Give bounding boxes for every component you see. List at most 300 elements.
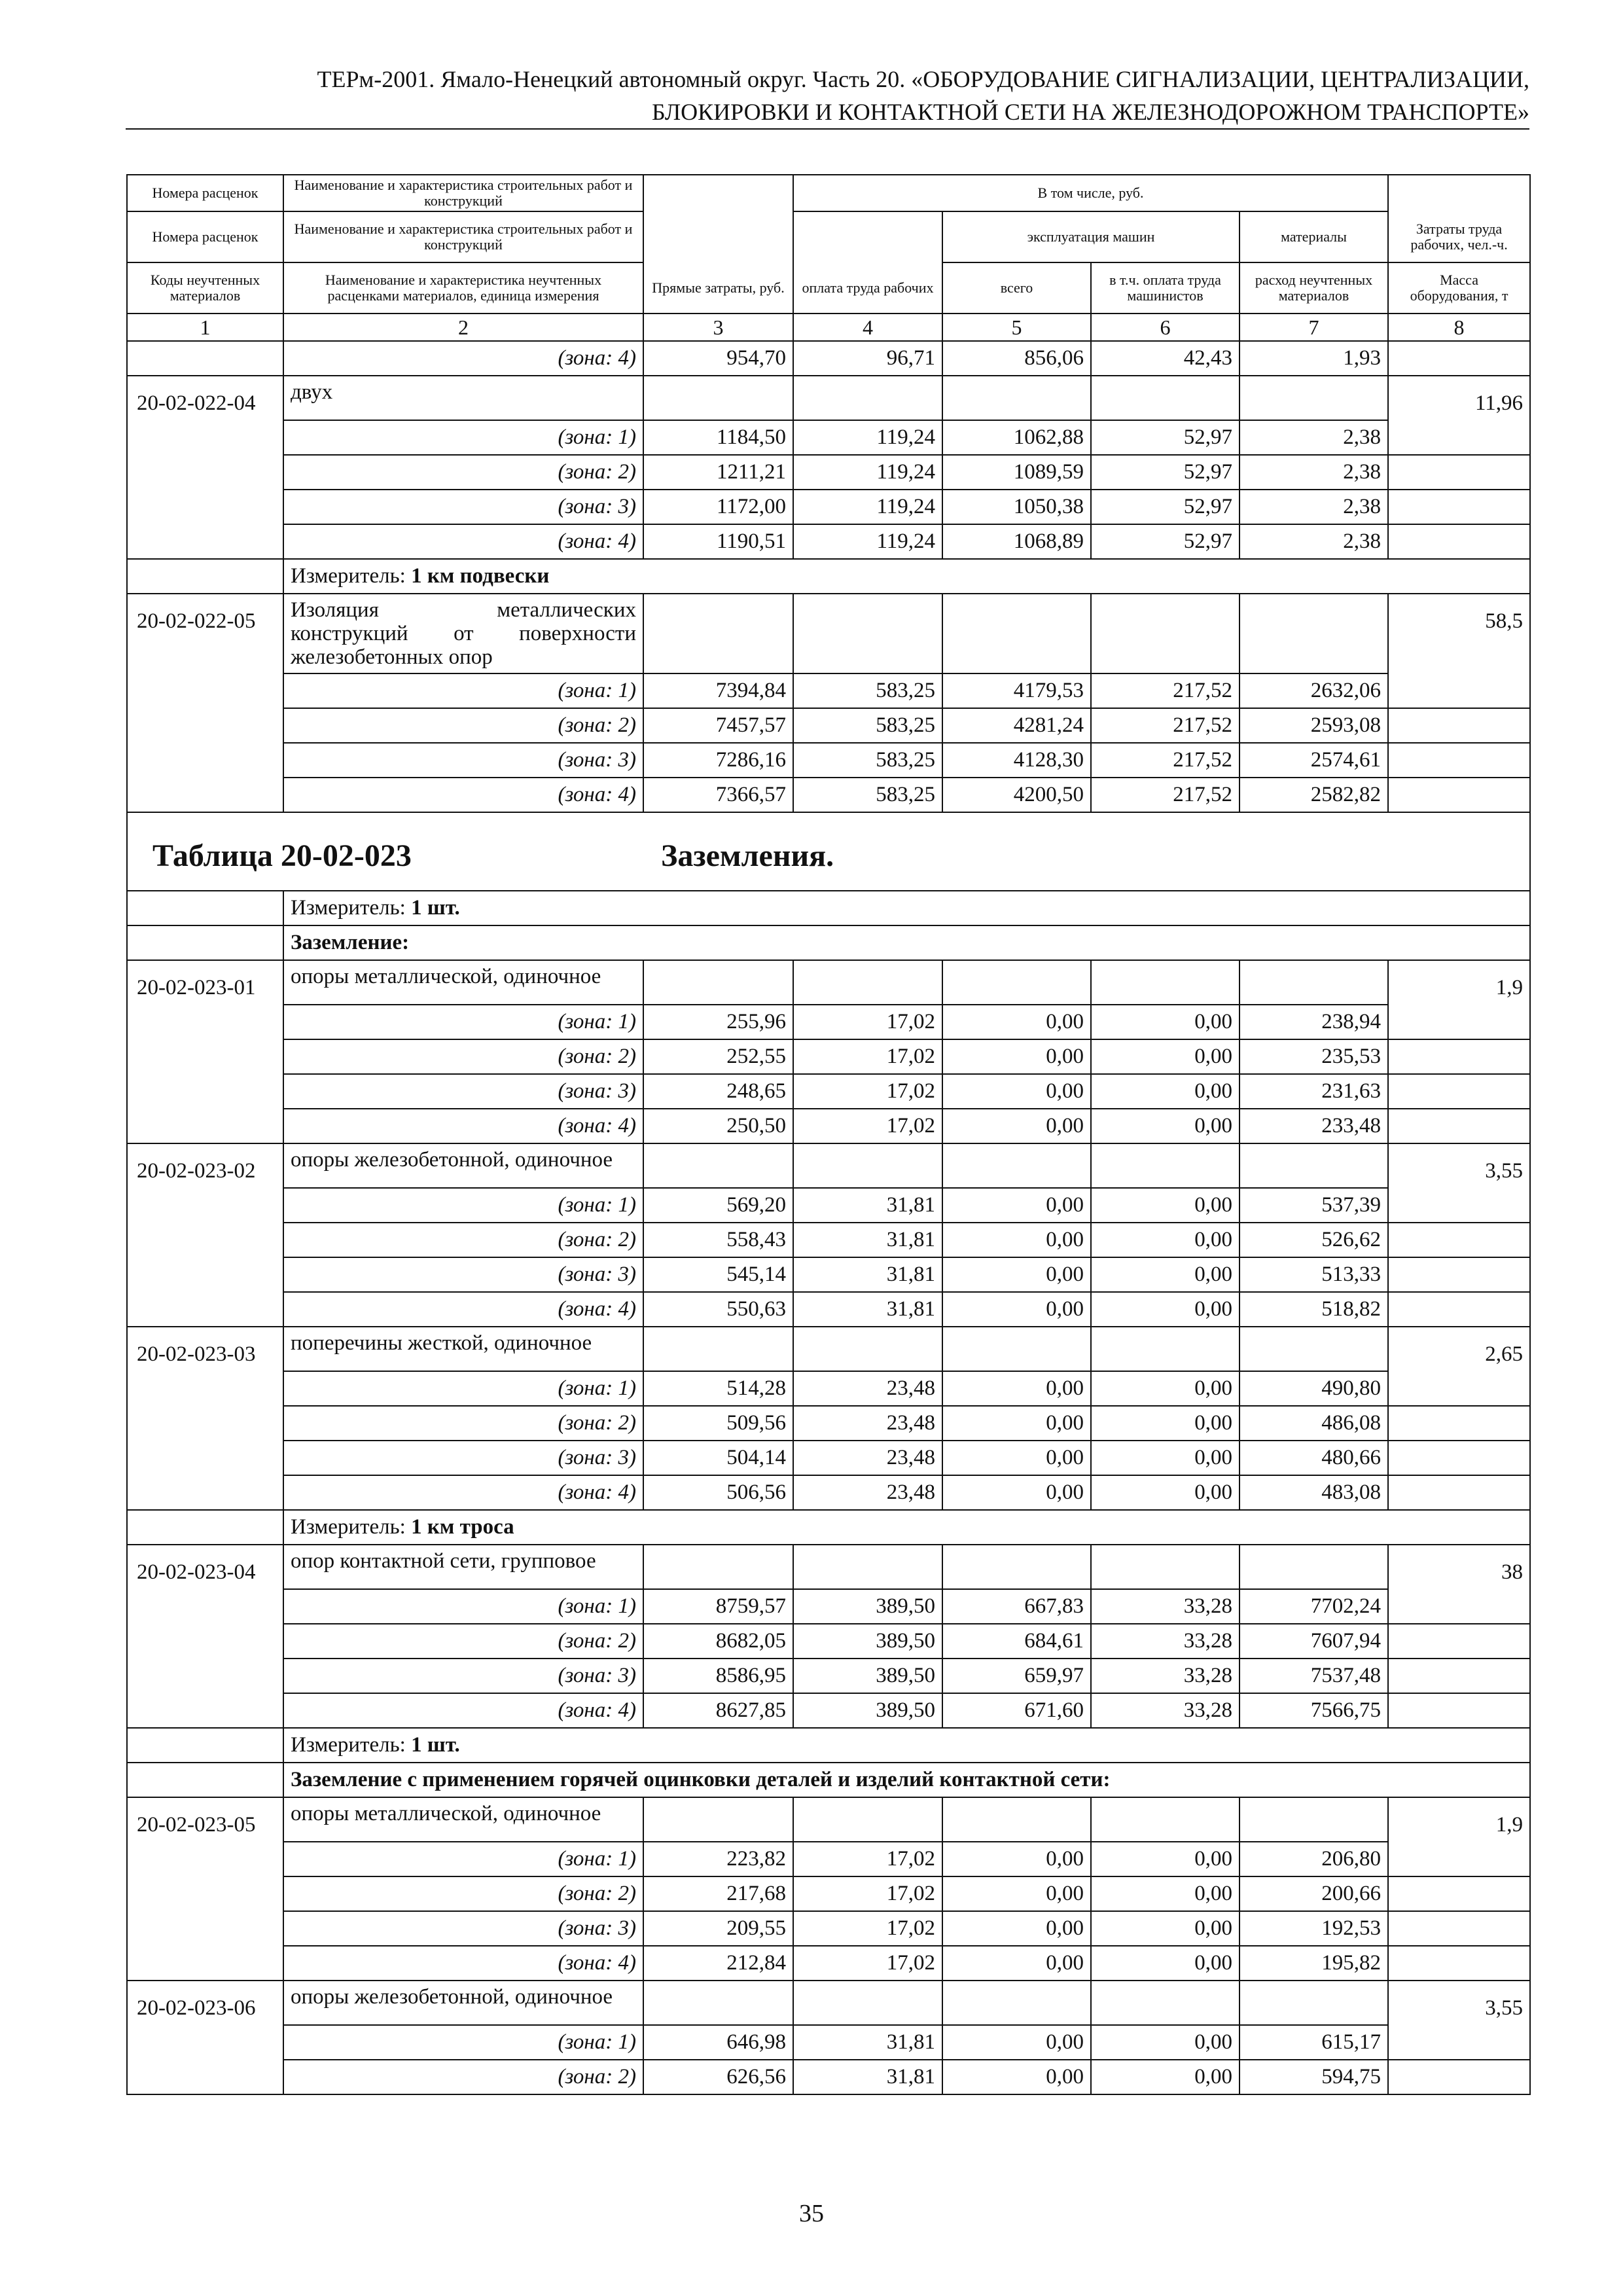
measure-row — [127, 891, 1530, 925]
carryover-row — [127, 341, 1530, 376]
zone-label: (зона: 4) — [283, 1475, 643, 1510]
value-cell — [643, 376, 793, 420]
code-cell — [127, 1371, 283, 1406]
zone-row — [127, 2060, 1530, 2094]
value-cell: 119,24 — [793, 524, 942, 559]
value-cell: 7566,75 — [1240, 1693, 1388, 1728]
table-title-row — [127, 812, 1530, 891]
value-cell: 119,24 — [793, 490, 942, 524]
code-cell — [127, 1589, 283, 1624]
rate-code: 20-02-023-04 — [127, 1545, 283, 1589]
value-cell — [942, 594, 1091, 673]
value-cell: 31,81 — [793, 2060, 942, 2094]
code-cell — [127, 559, 283, 594]
zone-row — [127, 1876, 1530, 1911]
value-cell: 514,28 — [643, 1371, 793, 1406]
value-cell: 17,02 — [793, 1842, 942, 1876]
zone-label: (зона: 3) — [283, 1911, 643, 1946]
value-cell: 17,02 — [793, 1876, 942, 1911]
value-cell: 671,60 — [942, 1693, 1091, 1728]
mass-cell — [1388, 1946, 1530, 1981]
value-cell: 0,00 — [1091, 1406, 1240, 1441]
section-row — [127, 925, 1530, 960]
value-cell — [942, 1143, 1091, 1188]
zone-label: (зона: 3) — [283, 1659, 643, 1693]
zone-row — [127, 1188, 1530, 1223]
value-cell: 0,00 — [942, 1406, 1091, 1441]
value-cell — [1240, 1327, 1388, 1371]
value-cell: 119,24 — [793, 455, 942, 490]
value-cell: 2574,61 — [1240, 743, 1388, 778]
zone-label: (зона: 4) — [283, 524, 643, 559]
value-cell: 31,81 — [793, 1292, 942, 1327]
value-cell: 7607,94 — [1240, 1624, 1388, 1659]
zone-label: (зона: 4) — [283, 1109, 643, 1143]
hdr-including: В том числе, руб. — [793, 175, 1388, 211]
zone-label: (зона: 2) — [283, 708, 643, 743]
hdr-mass: Масса оборудования, т — [1388, 262, 1530, 314]
measure-value: 1 шт. — [411, 1733, 460, 1757]
column-numbers-row — [127, 314, 1530, 341]
item-name: опоры железобетонной, одиночное — [283, 1981, 643, 2025]
zone-row — [127, 420, 1530, 455]
item-row — [127, 1545, 1530, 1589]
value-cell: 52,97 — [1091, 524, 1240, 559]
mass-cell — [1388, 1005, 1530, 1039]
code-cell — [127, 925, 283, 960]
value-cell — [1091, 594, 1240, 673]
hdr-labor-blank — [1388, 175, 1530, 211]
value-cell: 0,00 — [942, 1946, 1091, 1981]
table-name: Заземления. — [661, 838, 834, 873]
zone-row — [127, 778, 1530, 812]
value-cell — [793, 960, 942, 1005]
mass-cell — [1388, 673, 1530, 708]
value-cell: 389,50 — [793, 1624, 942, 1659]
measure-value: 1 км троса — [411, 1515, 514, 1539]
value-cell: 217,52 — [1091, 743, 1240, 778]
value-cell: 200,66 — [1240, 1876, 1388, 1911]
value-cell: 0,00 — [942, 1223, 1091, 1257]
col-number: 3 — [643, 314, 793, 341]
item-name: опоры металлической, одиночное — [283, 1797, 643, 1842]
item-row — [127, 1327, 1530, 1371]
zone-label: (зона: 3) — [283, 1074, 643, 1109]
value-cell: 1068,89 — [942, 524, 1091, 559]
value-cell: 42,43 — [1091, 341, 1240, 376]
value-cell — [643, 1797, 793, 1842]
mass-cell — [1388, 2060, 1530, 2094]
code-cell — [127, 1257, 283, 1292]
col-number: 8 — [1388, 314, 1530, 341]
value-cell: 7702,24 — [1240, 1589, 1388, 1624]
value-cell — [942, 1797, 1091, 1842]
value-cell: 0,00 — [942, 1109, 1091, 1143]
mass-cell — [1388, 524, 1530, 559]
item-mass: 38 — [1388, 1545, 1530, 1589]
value-cell: 667,83 — [942, 1589, 1091, 1624]
zone-row — [127, 708, 1530, 743]
hdr-total: всего — [942, 262, 1091, 314]
value-cell: 0,00 — [1091, 2025, 1240, 2060]
zone-label: (зона: 3) — [283, 1441, 643, 1475]
value-cell — [1240, 594, 1388, 673]
measure-row-text — [283, 891, 1530, 925]
code-cell — [127, 524, 283, 559]
section-title: Заземление: — [291, 931, 410, 954]
hdr-wages-blank — [793, 211, 942, 262]
table-title — [134, 813, 1523, 890]
code-cell — [127, 420, 283, 455]
value-cell — [793, 1545, 942, 1589]
mass-cell — [1388, 420, 1530, 455]
code-cell — [127, 1510, 283, 1545]
zone-row — [127, 1946, 1530, 1981]
rate-code: 20-02-022-05 — [127, 594, 283, 673]
hdr-rate-numbers-2: Номера расценок — [127, 211, 283, 262]
value-cell: 17,02 — [793, 1946, 942, 1981]
value-cell: 0,00 — [942, 1074, 1091, 1109]
hdr-wages: оплата труда рабочих — [793, 262, 942, 314]
zone-row — [127, 1659, 1530, 1693]
hdr-direct: Прямые затраты, руб. — [643, 262, 793, 314]
rates-table — [126, 174, 1531, 2095]
zone-row — [127, 490, 1530, 524]
zone-row — [127, 1039, 1530, 1074]
value-cell: 33,28 — [1091, 1624, 1240, 1659]
zone-label: (зона: 1) — [283, 1842, 643, 1876]
zone-label: (зона: 4) — [283, 778, 643, 812]
value-cell: 0,00 — [1091, 1223, 1240, 1257]
hdr-blank — [643, 175, 793, 211]
value-cell: 0,00 — [942, 1911, 1091, 1946]
value-cell: 217,52 — [1091, 673, 1240, 708]
value-cell: 0,00 — [942, 1842, 1091, 1876]
value-cell: 583,25 — [793, 778, 942, 812]
code-cell — [127, 1441, 283, 1475]
item-row — [127, 1981, 1530, 2025]
col-number: 2 — [283, 314, 643, 341]
code-cell — [127, 891, 283, 925]
code-cell — [127, 1728, 283, 1763]
code-cell — [127, 341, 283, 376]
hdr-mat-name: Наименование и характеристика неучтенных расценками материалов, единица измерения — [283, 262, 643, 314]
zone-row — [127, 1693, 1530, 1728]
value-cell: 0,00 — [942, 1005, 1091, 1039]
measure-row-text — [283, 1510, 1530, 1545]
value-cell: 248,65 — [643, 1074, 793, 1109]
value-cell: 0,00 — [942, 1039, 1091, 1074]
measure-value: 1 шт. — [411, 896, 460, 920]
zone-row — [127, 1911, 1530, 1946]
item-name: опор контактной сети, групповое — [283, 1545, 643, 1589]
zone-row — [127, 743, 1530, 778]
value-cell: 17,02 — [793, 1074, 942, 1109]
value-cell: 0,00 — [1091, 1911, 1240, 1946]
value-cell: 583,25 — [793, 708, 942, 743]
value-cell: 212,84 — [643, 1946, 793, 1981]
mass-cell — [1388, 1876, 1530, 1911]
zone-row — [127, 1005, 1530, 1039]
value-cell — [793, 1797, 942, 1842]
value-cell: 52,97 — [1091, 455, 1240, 490]
rate-code: 20-02-022-04 — [127, 376, 283, 420]
value-cell — [1091, 960, 1240, 1005]
zone-label: (зона: 2) — [283, 1039, 643, 1074]
mass-cell — [1388, 1292, 1530, 1327]
mass-cell — [1388, 455, 1530, 490]
value-cell: 2593,08 — [1240, 708, 1388, 743]
value-cell: 389,50 — [793, 1659, 942, 1693]
value-cell: 0,00 — [942, 1188, 1091, 1223]
col-number: 5 — [942, 314, 1091, 341]
value-cell — [793, 1981, 942, 2025]
zone-label: (зона: 4) — [283, 1292, 643, 1327]
value-cell — [793, 1143, 942, 1188]
section-title: Заземление с применением горячей оцинковки деталей и изделий контактной сети: — [291, 1768, 1111, 1791]
item-name: опоры металлической, одиночное — [283, 960, 643, 1005]
mass-cell — [1388, 1406, 1530, 1441]
value-cell: 1184,50 — [643, 420, 793, 455]
value-cell: 17,02 — [793, 1039, 942, 1074]
value-cell: 0,00 — [1091, 1188, 1240, 1223]
zone-label: (зона: 4) — [283, 1946, 643, 1981]
zone-label: (зона: 1) — [283, 420, 643, 455]
value-cell: 4200,50 — [942, 778, 1091, 812]
value-cell — [1091, 376, 1240, 420]
value-cell: 0,00 — [1091, 1257, 1240, 1292]
value-cell — [643, 960, 793, 1005]
value-cell: 0,00 — [942, 1257, 1091, 1292]
code-cell — [127, 455, 283, 490]
value-cell: 17,02 — [793, 1911, 942, 1946]
mass-cell — [1388, 1693, 1530, 1728]
rate-code: 20-02-023-05 — [127, 1797, 283, 1842]
value-cell: 217,52 — [1091, 708, 1240, 743]
value-cell: 1,93 — [1240, 341, 1388, 376]
hdr-rate-numbers: Номера расценок — [127, 175, 283, 211]
zone-row — [127, 1292, 1530, 1327]
col-number: 1 — [127, 314, 283, 341]
col-number: 4 — [793, 314, 942, 341]
code-cell — [127, 743, 283, 778]
page-header — [155, 63, 1529, 128]
mass-cell — [1388, 341, 1530, 376]
value-cell: 1211,21 — [643, 455, 793, 490]
value-cell: 8586,95 — [643, 1659, 793, 1693]
header-line-1: ТЕРм-2001. Ямало-Ненецкий автономный округ. Часть 20. «ОБОРУДОВАНИЕ СИГНАЛИЗАЦИИ, ЦЕНТРАЛИЗАЦИИ, — [317, 66, 1529, 92]
code-cell — [127, 1292, 283, 1327]
value-cell: 480,66 — [1240, 1441, 1388, 1475]
value-cell: 233,48 — [1240, 1109, 1388, 1143]
value-cell: 509,56 — [643, 1406, 793, 1441]
zone-row — [127, 1441, 1530, 1475]
value-cell: 0,00 — [942, 1876, 1091, 1911]
value-cell: 33,28 — [1091, 1659, 1240, 1693]
zone-label: (зона: 2) — [283, 1223, 643, 1257]
zone-row — [127, 673, 1530, 708]
zone-label: (зона: 2) — [283, 2060, 643, 2094]
code-cell — [127, 1911, 283, 1946]
hdr-labor: Затраты труда рабочих, чел.-ч. — [1388, 211, 1530, 262]
value-cell — [793, 594, 942, 673]
value-cell: 223,82 — [643, 1842, 793, 1876]
value-cell — [942, 960, 1091, 1005]
measure-row-text — [283, 1728, 1530, 1763]
value-cell: 2582,82 — [1240, 778, 1388, 812]
value-cell: 615,17 — [1240, 2025, 1388, 2060]
value-cell — [643, 1143, 793, 1188]
value-cell — [1240, 1797, 1388, 1842]
zone-label: (зона: 1) — [283, 673, 643, 708]
value-cell: 0,00 — [1091, 1109, 1240, 1143]
mass-cell — [1388, 1589, 1530, 1624]
rate-code: 20-02-023-01 — [127, 960, 283, 1005]
zone-label: (зона: 1) — [283, 1005, 643, 1039]
mass-cell — [1388, 778, 1530, 812]
value-cell: 231,63 — [1240, 1074, 1388, 1109]
value-cell: 252,55 — [643, 1039, 793, 1074]
value-cell: 954,70 — [643, 341, 793, 376]
mass-cell — [1388, 743, 1530, 778]
value-cell: 8627,85 — [643, 1693, 793, 1728]
mass-cell — [1388, 1109, 1530, 1143]
value-cell: 255,96 — [643, 1005, 793, 1039]
value-cell: 7457,57 — [643, 708, 793, 743]
hdr-work-name-2: Наименование и характеристика строительных работ и конструкций — [283, 211, 643, 262]
section-row-text — [283, 1763, 1530, 1797]
value-cell — [643, 1981, 793, 2025]
item-name: Изоляция металлических конструкций от поверхности железобетонных опор — [283, 594, 643, 673]
section-row — [127, 1763, 1530, 1797]
value-cell: 389,50 — [793, 1693, 942, 1728]
value-cell: 23,48 — [793, 1441, 942, 1475]
table-header — [127, 175, 1530, 341]
value-cell: 31,81 — [793, 1188, 942, 1223]
value-cell: 4179,53 — [942, 673, 1091, 708]
value-cell: 583,25 — [793, 743, 942, 778]
value-cell: 217,68 — [643, 1876, 793, 1911]
value-cell: 33,28 — [1091, 1693, 1240, 1728]
value-cell: 7394,84 — [643, 673, 793, 708]
measure-prefix: Измеритель: — [291, 896, 412, 920]
value-cell: 856,06 — [942, 341, 1091, 376]
measure-value: 1 км подвески — [411, 564, 550, 588]
item-row — [127, 1143, 1530, 1188]
value-cell: 526,62 — [1240, 1223, 1388, 1257]
code-cell — [127, 1074, 283, 1109]
value-cell: 594,75 — [1240, 2060, 1388, 2094]
code-cell — [127, 1693, 283, 1728]
mass-cell — [1388, 1188, 1530, 1223]
value-cell — [942, 1327, 1091, 1371]
value-cell: 23,48 — [793, 1406, 942, 1441]
value-cell: 0,00 — [1091, 1371, 1240, 1406]
value-cell: 1172,00 — [643, 490, 793, 524]
zone-row — [127, 1406, 1530, 1441]
code-cell — [127, 1475, 283, 1510]
value-cell — [793, 376, 942, 420]
header-rule — [126, 128, 1529, 130]
value-cell: 250,50 — [643, 1109, 793, 1143]
value-cell — [942, 376, 1091, 420]
value-cell — [1240, 1981, 1388, 2025]
value-cell: 0,00 — [1091, 1946, 1240, 1981]
hdr-machinist-wages: в т.ч. оплата труда машинистов — [1091, 262, 1240, 314]
value-cell: 537,39 — [1240, 1188, 1388, 1223]
rate-code: 20-02-023-03 — [127, 1327, 283, 1371]
value-cell: 235,53 — [1240, 1039, 1388, 1074]
item-row — [127, 960, 1530, 1005]
value-cell: 31,81 — [793, 1223, 942, 1257]
code-cell — [127, 1842, 283, 1876]
value-cell: 583,25 — [793, 673, 942, 708]
table-body — [127, 341, 1530, 2094]
item-mass: 3,55 — [1388, 1143, 1530, 1188]
mass-cell — [1388, 1624, 1530, 1659]
code-cell — [127, 673, 283, 708]
value-cell: 23,48 — [793, 1371, 942, 1406]
zone-label: (зона: 2) — [283, 455, 643, 490]
value-cell: 31,81 — [793, 2025, 942, 2060]
code-cell — [127, 1876, 283, 1911]
value-cell: 486,08 — [1240, 1406, 1388, 1441]
value-cell — [1240, 960, 1388, 1005]
item-mass: 2,65 — [1388, 1327, 1530, 1371]
measure-row — [127, 1728, 1530, 1763]
value-cell: 209,55 — [643, 1911, 793, 1946]
code-cell — [127, 490, 283, 524]
zone-label: (зона: 2) — [283, 1624, 643, 1659]
item-mass: 1,9 — [1388, 1797, 1530, 1842]
value-cell: 8759,57 — [643, 1589, 793, 1624]
value-cell: 7537,48 — [1240, 1659, 1388, 1693]
zone-row — [127, 524, 1530, 559]
value-cell: 52,97 — [1091, 420, 1240, 455]
zone-label: (зона: 3) — [283, 1257, 643, 1292]
measure-row — [127, 559, 1530, 594]
value-cell: 569,20 — [643, 1188, 793, 1223]
value-cell: 2,38 — [1240, 420, 1388, 455]
code-cell — [127, 1946, 283, 1981]
code-cell — [127, 1223, 283, 1257]
item-mass: 58,5 — [1388, 594, 1530, 673]
value-cell: 31,81 — [793, 1257, 942, 1292]
hdr-codes: Коды неучтенных материалов — [127, 262, 283, 314]
value-cell: 0,00 — [942, 1475, 1091, 1510]
code-cell — [127, 708, 283, 743]
value-cell: 626,56 — [643, 2060, 793, 2094]
value-cell: 2,38 — [1240, 455, 1388, 490]
mass-cell — [1388, 1223, 1530, 1257]
mass-cell — [1388, 490, 1530, 524]
value-cell: 518,82 — [1240, 1292, 1388, 1327]
zone-label: (зона: 4) — [283, 341, 643, 376]
value-cell: 7366,57 — [643, 778, 793, 812]
zone-label: (зона: 3) — [283, 743, 643, 778]
value-cell: 1190,51 — [643, 524, 793, 559]
section-row-text — [283, 925, 1530, 960]
value-cell: 490,80 — [1240, 1371, 1388, 1406]
col-number: 6 — [1091, 314, 1240, 341]
table-title-cell — [127, 812, 1530, 891]
item-row — [127, 376, 1530, 420]
value-cell: 0,00 — [942, 2025, 1091, 2060]
value-cell — [1091, 1327, 1240, 1371]
hdr-mat-consumption: расход неучтенных материалов — [1240, 262, 1388, 314]
zone-label: (зона: 1) — [283, 1371, 643, 1406]
value-cell — [793, 1327, 942, 1371]
